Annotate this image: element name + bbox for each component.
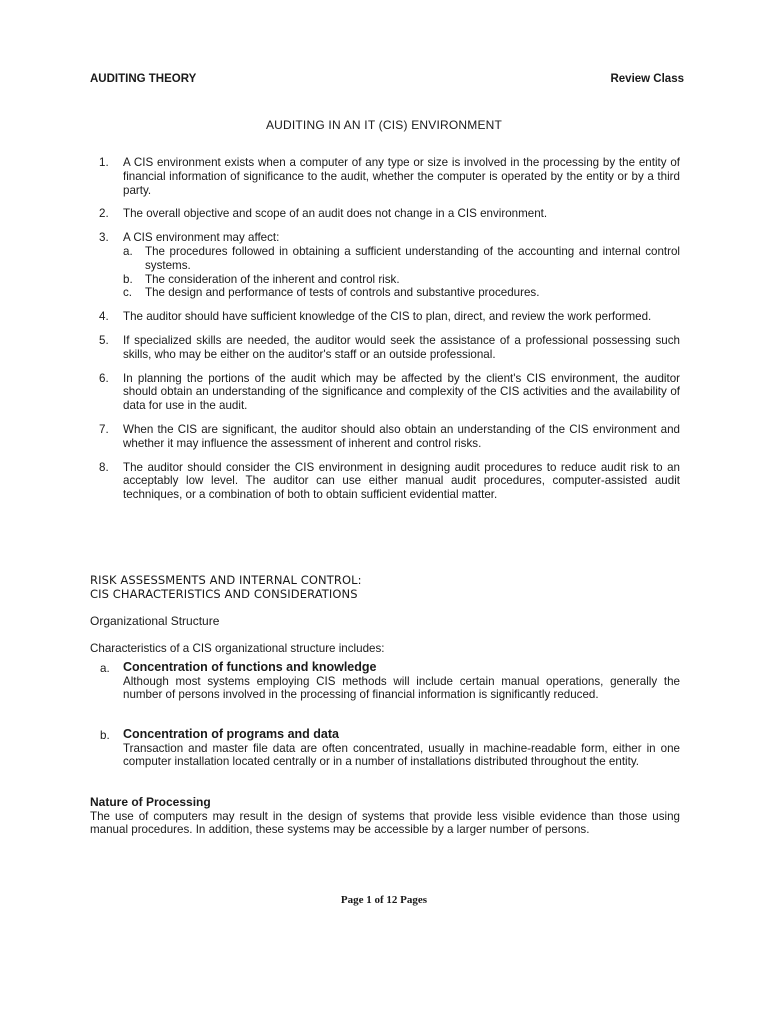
item-text: When the CIS are significant, the auditor should also obtain an understanding of the CIS environment and whether it may influence the assessment of inherent and control risks. xyxy=(123,422,680,450)
item-text: If specialized skills are needed, the auditor would seek the assistance of a professional possessing such skills, who may be either on the auditor's staff or an outside professional. xyxy=(123,333,680,361)
item-number: 8. xyxy=(99,460,109,474)
risk-heading-line: RISK ASSESSMENTS AND INTERNAL CONTROL: xyxy=(90,573,362,587)
item-text: The auditor should consider the CIS environment in designing audit procedures to reduce audit risk to an acceptably low level. The auditor can use either manual audit procedures, computer-assisted audit techniques, or a combination of both to obtain sufficient evidential matter. xyxy=(123,460,680,502)
item-number: 7. xyxy=(99,422,109,436)
item-number: 6. xyxy=(99,371,109,385)
sub-item-text: The design and performance of tests of controls and substantive procedures. xyxy=(145,286,540,300)
item-text: A CIS environment exists when a computer of any type or size is involved in the processing by the entity of financial information of significance to the audit, whether the computer is operated by the entity or by a third party. xyxy=(123,156,680,197)
sub-item-letter: c. xyxy=(123,286,133,300)
item-text: The overall objective and scope of an audit does not change in a CIS environment. xyxy=(123,207,548,221)
sub-item-letter: a. xyxy=(123,244,133,258)
characteristic-heading: Concentration of functions and knowledge xyxy=(123,660,377,674)
sub-item-text: The consideration of the inherent and control risk. xyxy=(145,272,400,286)
org-characteristic-a xyxy=(90,660,680,701)
org-characteristic-b xyxy=(90,727,680,768)
item-number: 3. xyxy=(99,231,109,245)
nature-heading: Nature of Processing xyxy=(90,795,211,809)
risk-section-heading xyxy=(90,573,680,601)
numbered-list xyxy=(90,156,680,512)
sub-list-item xyxy=(123,273,680,287)
item-number: 1. xyxy=(99,156,109,169)
characteristic-letter: a. xyxy=(100,662,110,675)
characteristic-heading: Concentration of programs and data xyxy=(123,727,339,741)
nature-text: The use of computers may result in the design of systems that provide less visible evidence than those using manual procedures. In addition, these systems may be accessible by a larger number of persons. xyxy=(90,810,680,836)
sub-list-item xyxy=(123,286,680,300)
sub-list xyxy=(123,245,680,300)
page-footer: Page 1 of 12 Pages xyxy=(340,894,428,906)
characteristic-text: Although most systems employing CIS methods will include certain manual operations, generally the number of persons involved in the processing of financial information is significantly reduced. xyxy=(123,675,680,701)
risk-heading-line: CIS CHARACTERISTICS AND CONSIDERATIONS xyxy=(90,587,358,601)
list-item xyxy=(90,334,680,362)
list-item xyxy=(90,423,680,451)
item-number: 2. xyxy=(99,207,109,221)
list-item xyxy=(90,156,680,197)
list-item xyxy=(90,372,680,413)
header-class-label: Review Class xyxy=(610,73,684,85)
sub-item-letter: b. xyxy=(123,272,133,286)
header-course-title: AUDITING THEORY xyxy=(90,73,197,85)
item-text: A CIS environment may affect: xyxy=(123,231,280,245)
item-text: The auditor should have sufficient knowledge of the CIS to plan, direct, and review the work performed. xyxy=(123,310,652,324)
item-number: 4. xyxy=(99,310,109,324)
list-item xyxy=(90,310,680,324)
item-number: 5. xyxy=(99,333,109,347)
sub-item-text: The procedures followed in obtaining a sufficient understanding of the accounting and internal control systems. xyxy=(145,244,680,272)
org-structure-intro: Characteristics of a CIS organizational structure includes: xyxy=(90,642,385,655)
characteristic-text: Transaction and master file data are often concentrated, usually in machine-readable form, either in one computer installation located centrally or in a number of installations distributed throughout the entity. xyxy=(123,742,680,768)
sub-list-item xyxy=(123,245,680,273)
page-header xyxy=(90,73,684,85)
characteristic-letter: b. xyxy=(100,729,110,742)
list-item xyxy=(90,231,680,300)
list-item xyxy=(90,207,680,221)
nature-of-processing xyxy=(90,795,680,836)
document-title: AUDITING IN AN IT (CIS) ENVIRONMENT xyxy=(265,118,503,132)
item-text: In planning the portions of the audit which may be affected by the client's CIS environment, the auditor should obtain an understanding of the significance and complexity of the CIS activities and the availability of data for use in the audit. xyxy=(123,371,680,413)
list-item xyxy=(90,461,680,502)
org-structure-heading: Organizational Structure xyxy=(90,614,220,628)
